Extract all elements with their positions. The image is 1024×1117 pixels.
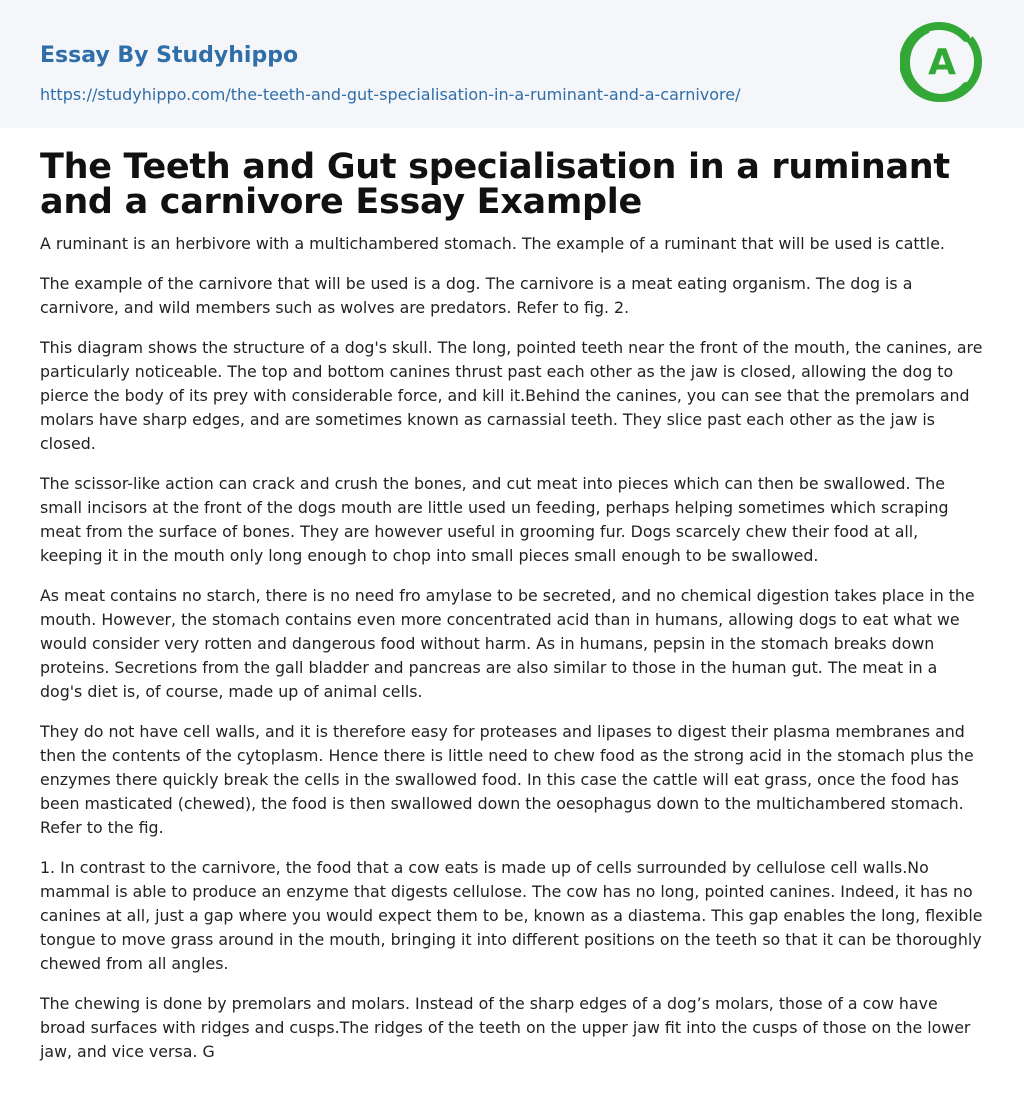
paragraph: The scissor-like action can crack and crush the bones, and cut meat into pieces which can then be swallowed. The small incisors at the front of the dogs mouth are little used un feeding, perhaps helping sometimes which scraping meat from the surface of bones. They are however useful in grooming fur. Dogs scarcely chew their food at all, keeping it in the mouth only long enough to chop into small pieces small enough to be swallowed. <box>40 474 949 565</box>
site-header <box>0 0 1024 128</box>
paragraph: The example of the carnivore that will be used is a dog. The carnivore is a meat eating organism. The dog is a carnivore, and wild members such as wolves are predators. Refer to fig. 2. <box>40 274 913 317</box>
paragraph: This diagram shows the structure of a dog's skull. The long, pointed teeth near the front of the mouth, the canines, are particularly noticeable. The top and bottom canines thrust past each other as the jaw is closed, allowing the dog to pierce the body of its prey with considerable force, and kill it.Behind the canines, you can see that the premolars and molars have sharp edges, and are sometimes known as carnassial teeth. They slice past each other as the jaw is closed. <box>40 338 983 453</box>
paragraph: 1. In contrast to the carnivore, the food that a cow eats is made up of cells surrounded by cellulose cell walls.No mammal is able to produce an enzyme that digests cellulose. The cow has no long, pointed canines. Indeed, it has no canines at all, just a gap where you would expect them to be, known as a diastema. This gap enables the long, flexible tongue to move grass around in the mouth, bringing it into different positions on the teeth so that it can be thoroughly chewed from all angles. <box>40 858 983 973</box>
brand-title[interactable]: Essay By Studyhippo <box>40 43 299 68</box>
essay-url-link[interactable]: https://studyhippo.com/the-teeth-and-gut-specialisation-in-a-ruminant-and-a-carnivore/ <box>40 85 741 104</box>
paragraph: They do not have cell walls, and it is therefore easy for proteases and lipases to digest their plasma membranes and then the contents of the cytoplasm. Hence there is little need to chew food as the strong acid in the stomach plus the enzymes there quickly break the cells in the swallowed food. In this case the cattle will eat grass, once the food has been masticated (chewed), the food is then swallowed down the oesophagus down to the multichambered stomach. Refer to the fig. <box>40 722 974 837</box>
studyhippo-logo-icon[interactable] <box>900 20 984 104</box>
page-title: The Teeth and Gut specialisation in a ruminant and a carnivore Essay Example <box>40 147 950 222</box>
paragraph: A ruminant is an herbivore with a multichambered stomach. The example of a ruminant that will be used is cattle. <box>40 234 945 253</box>
article <box>0 147 1024 1064</box>
paragraph: As meat contains no starch, there is no need fro amylase to be secreted, and no chemical digestion takes place in the mouth. However, the stomach contains even more concentrated acid than in humans, allowing dogs to eat what we would consider very rotten and dangerous food without harm. As in humans, pepsin in the stomach breaks down proteins. Secretions from the gall bladder and pancreas are also similar to those in the human gut. The meat in a dog's diet is, of course, made up of animal cells. <box>40 586 975 701</box>
logo-letter: A <box>928 42 956 83</box>
paragraph: The chewing is done by premolars and molars. Instead of the sharp edges of a dog’s molars, those of a cow have broad surfaces with ridges and cusps.The ridges of the teeth on the upper jaw fit into the cusps of those on the lower jaw, and vice versa. G <box>40 994 971 1061</box>
